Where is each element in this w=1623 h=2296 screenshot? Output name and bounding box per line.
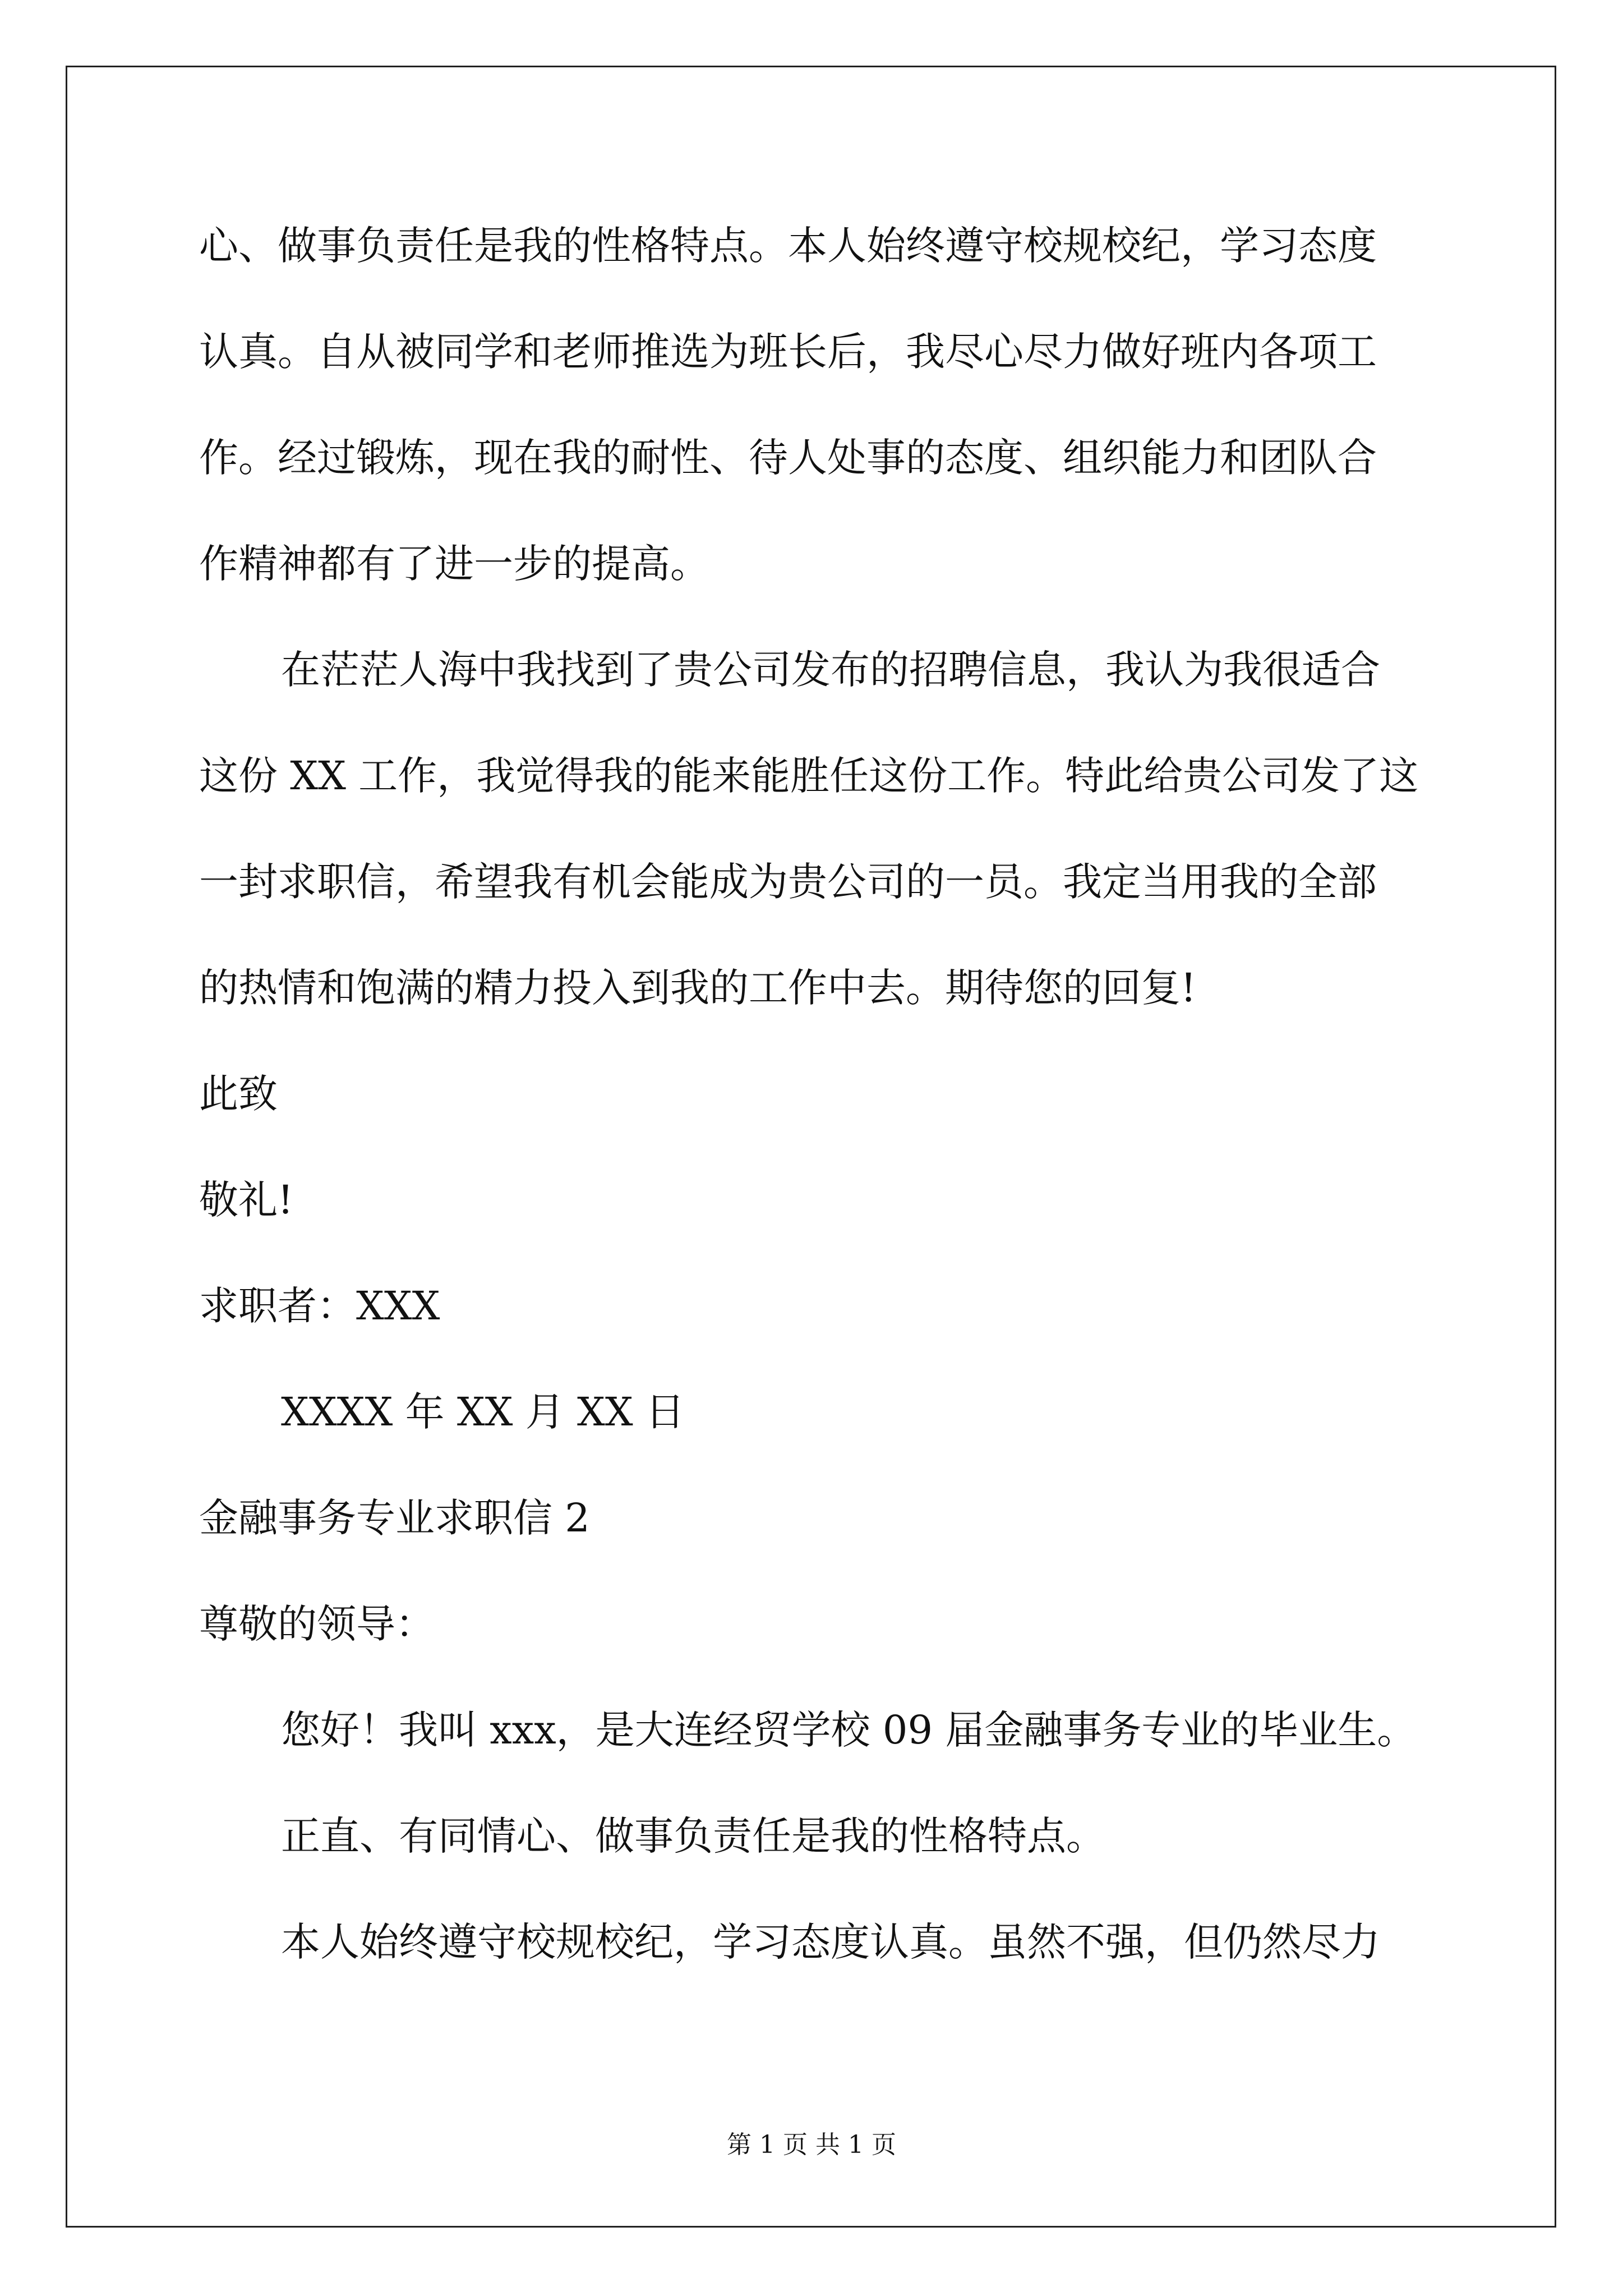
text-line: 的热情和饱满的精力投入到我的工作中去。期待您的回复! [199, 965, 1197, 1011]
text-line: 作精神都有了进一步的提高。 [199, 541, 709, 587]
text-line: 本人始终遵守校规校纪，学习态度认真。虽然不强，但仍然尽力 [281, 1919, 1380, 1965]
closing-regards: 敬礼! [199, 1177, 294, 1223]
text-line: 心、做事负责任是我的性格特点。本人始终遵守校规校纪，学习态度 [199, 223, 1377, 269]
page-footer: 第 1 页 共 1 页 [727, 2131, 896, 2159]
text-line: 一封求职信，希望我有机会能成为贵公司的一员。我定当用我的全部 [199, 859, 1377, 905]
text-line: 作。经过锻炼，现在我的耐性、待人处事的态度、组织能力和团队合 [199, 435, 1377, 481]
closing-salutation: 此致 [199, 1071, 278, 1117]
text-line: 在茫茫人海中我找到了贵公司发布的招聘信息，我认为我很适合 [281, 647, 1380, 693]
text-line: 这份 XX 工作，我觉得我的能来能胜任这份工作。特此给贵公司发了这 [199, 753, 1419, 799]
text-line: 您好！我叫 xxx，是大连经贸学校 09 届金融事务专业的毕业生。 [281, 1707, 1417, 1753]
text-line: 认真。自从被同学和老师推选为班长后，我尽心尽力做好班内各项工 [199, 329, 1377, 375]
greeting-line: 尊敬的领导： [199, 1601, 435, 1647]
signature-line: 求职者：XXX [199, 1283, 440, 1329]
date-line: XXXX 年 XX 月 XX 日 [281, 1389, 685, 1435]
section-title: 金融事务专业求职信 2 [199, 1495, 590, 1541]
text-line: 正直、有同情心、做事负责任是我的性格特点。 [281, 1813, 1105, 1859]
page-border [66, 66, 1556, 2228]
